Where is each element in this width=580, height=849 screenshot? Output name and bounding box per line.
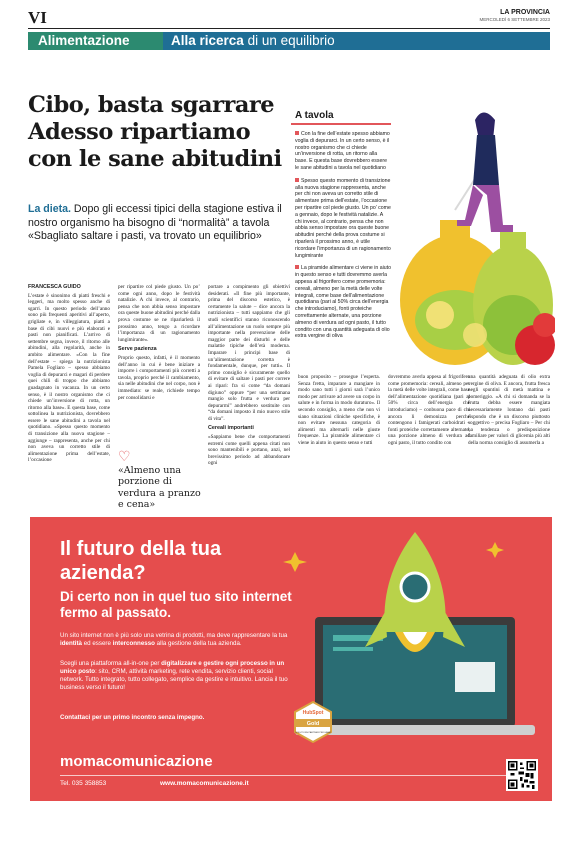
article-subhead	[28, 203, 310, 244]
column-text: L’estate è sinonimo di piatti freschi e leggeri, ma molto spesso anche di sgarri. In questo periodo dell’anno sono più frequenti aperitivi all’aperto, grigliate e, in villeggiatura, piatti a base di cibi nuovi e più elaborati e pasti non pianificati. L’arrivo di settembre segna, invece, il ritorno alle abitudini, alla regolarità, anche in ambito alimentare. «Con la fine dell’estate – spiega la nutrizionista Pamela Fogliaro – spesso abbiamo voglia di depurarci e magari di perdere quei chili di troppo che abbiamo guadagnato in vacanza. In un certo senso, è il nostro organismo che ci chiede un’inversione di rotta, un ritorno alla base». E questa base, come sottolinea la nutrizionista, dovrebbero essere le sane abitudini a tavola nel quotidiano. «Spesso questo momento di transizione alla nuova stagione – aggiunge – rappresenta, anche per chi non aveva un corretto stile di alimentazione prima dell’estate, l’occasione	[28, 292, 110, 464]
header-rule	[28, 28, 550, 29]
square-bullet-icon	[295, 178, 299, 182]
ad-phone[interactable]: Tel. 035 358853	[60, 780, 107, 787]
qr-code-icon[interactable]	[506, 759, 538, 791]
ad-cta: Contattaci per un primo incontro senza impegno.	[60, 714, 205, 721]
ad-logo[interactable]: momacomunicazione	[60, 753, 213, 770]
ad-text: alla gestione della tua azienda.	[154, 640, 242, 647]
headline-line: Cibo, basta sgarrare	[28, 92, 275, 118]
ad-text: ed essere	[82, 640, 113, 647]
section-topic-rest: di un equilibrio	[243, 33, 335, 48]
hubspot-gold-badge-icon	[291, 700, 335, 744]
section-topic-bold: Alla ricerca	[171, 33, 244, 48]
ad-website-link[interactable]: www.momacomunicazione.it	[160, 780, 249, 787]
sidebox-item-text: Con la fine dell’estate spesso abbiamo voglia di depurarci. In un certo senso, è il nostro organismo che ci chiede un’inversione di rotta, un ritorno alla base. E questa base dovrebbero essere le sane abitudini a tavola nel quotidiano	[295, 131, 390, 171]
issue-date: MERCOLEDÌ 6 SETTEMBRE 2023	[479, 17, 550, 22]
headline-line: con le sane abitudini	[28, 146, 282, 172]
ad-text-bold: identità	[60, 640, 83, 647]
column-text: buon proposito – prosegue l’esperta. Senza fretta, imparare a mangiare in modo sano tutti i giorni sarà l’unico modo per arrivare ad avere un corpo in salute e in forma in modo duraturo». Il secondo consiglio, a meno che non vi siano situazioni cliniche specifiche, è non evitare nessuna categoria di alimenti ma alternarli nelle giuste frequenze. La piramide alimentare ci viene in aiuto in questo senso e tutti	[298, 374, 380, 446]
column-text: Proprio questo, infatti, è il momento dell’anno in cui è bene iniziare a imporre i comportamenti più corretti a tavola, proprio perché il cambiamento, sia nelle abitudini che nel corpo, non è immediato: se reale, richiede tempo per consolidarsi e	[118, 354, 200, 401]
section-bar	[28, 32, 550, 50]
badge-brand: HubSpot	[302, 710, 324, 716]
subhead-text: Dopo gli eccessi tipici della stagione estiva il nostro organismo ha bisogno di “normalità” a tavola «Sbagliato saltare i pasti, va trovato un equilibrio»	[28, 203, 282, 242]
section-topic	[163, 32, 550, 50]
article-column	[208, 284, 290, 467]
column-text: per ripartire col piede giusto. Un po’ come ogni anno, dopo le festività natalizie. A chi invece, al contrario, pensa che non abbia senso impostare ora queste buone abitudini perché dalla prova costume se ne ripariarlerà il prossimo anno, tengo a ricordare l’importanza di un ragionamento lungimirante».	[118, 284, 200, 343]
sidebox-item	[291, 178, 391, 260]
ad-text: Scegli una piattaforma all-in-one per	[60, 660, 162, 667]
article-column	[28, 284, 110, 464]
ad-headline: Il futuro della tua azienda?	[60, 538, 222, 584]
sidebox-title: A tavola	[291, 108, 391, 125]
sidebox-item-text: Spesso questo momento di transizione alla nuova stagione rappresenta, anche per chi non aveva un corretto stile di alimentare prima dell’estate, l’occasione per ripartire col piede giusto. Un po’ come a gennaio, dopo le festività natalizie. A chi invece, al contrario, pensa che non abbia senso impostare ora queste buone abitudini perché della prova costume si riparlerà il prossimo anno, è utile ricordare l’importanza di un ragionamento lungimirante	[295, 177, 391, 259]
headline-line: Adesso ripartiamo	[28, 119, 251, 145]
subheading: Cereali importanti	[208, 425, 254, 432]
badge-level: Gold	[306, 721, 320, 727]
sidebox-item	[291, 131, 391, 172]
byline: FRANCESCA GUIDO	[28, 284, 81, 290]
article-column	[468, 374, 550, 447]
ad-text-bold: interconnesso	[112, 640, 155, 647]
article-body	[28, 284, 550, 484]
column-text: «Sappiamo bene che comportamenti estremi come quelli appena citati non sono mantenibili e portano, anzi, nel brevissimo periodo ad abbandonare ogni	[208, 434, 290, 467]
ad-paragraph	[60, 660, 292, 692]
sidebox-item-text: La piramide alimentare ci viene in aiuto in questo senso e tutti dovremmo averla appesa al frigorifero come promemoria: cereali, almeno per la metà delle volte integrali, come base dell’alimentazione quotidiana (pari al 50% circa dell’energia che introduciamo), fonti proteiche correttamente alternate, una porzione almeno di verdura ad ogni pasto, il tutto condito con una quantità adeguata di olio extra vergine di oliva	[295, 265, 391, 340]
pull-quote	[118, 449, 208, 511]
section-label: Alimentazione	[28, 32, 163, 50]
square-bullet-icon	[295, 265, 299, 269]
page-number: VI	[28, 8, 47, 27]
heartbeat-icon: ♡	[118, 449, 131, 465]
advertisement[interactable]	[30, 517, 552, 801]
article-column	[388, 374, 470, 447]
badge-sub: SOLUTIONS PARTNER PROGRAM	[295, 732, 331, 734]
ad-paragraph	[60, 632, 292, 648]
ad-footer-rule	[60, 775, 522, 776]
kicker: La dieta.	[28, 203, 71, 215]
column-text: portare a compimento gli obiettivi desiderati. «Il fine più importante, prima del discorso estetico, è certamente la salute – dice ancora la nutrizionista – tutti sappiamo che gli studi scientifici stanno riconoscendo all’alimentazione un ruolo sempre più importante nella prevenzione delle maggior parte dei disturbi e delle malattie tipiche dell’età moderna. Imparare i principi base di un’alimentazione corretta è fondamentale, dunque, per tutti». Il primo consiglio è sicuramente quello di evitare di saltare i pasti per correre ai ripari: fra si come “da domani digiuno” oppure “per una settimana mangio solo frutta e verdura per depurarmi” andrebbero sostituite con “da domani imposto il mio nuovo stile di vita”.	[208, 284, 290, 422]
pull-quote-text: «Almeno una porzione di verdura a pranzo e cena»	[118, 464, 201, 510]
article-headline	[28, 92, 290, 173]
article-column	[118, 284, 200, 401]
ad-text: : sito, CRM, attività marketing, rete vendita, servizio clienti, social network. Tutto integrato, tutto collegato, semplice da gestire e intuitivo. Lancia il tuo business verso il futuro!	[60, 668, 288, 691]
ad-text: Un sito internet non è più solo una vetrina di prodotti, ma deve rappresentare la tua	[60, 632, 288, 639]
square-bullet-icon	[295, 131, 299, 135]
ad-text-bold: digitalizzare e gestire ogni processo in un unico posto	[60, 660, 285, 675]
subheading: Serve pazienza	[118, 346, 157, 353]
article-column	[298, 374, 380, 447]
column-text: una quantità adeguata di olio extra vergine di oliva. E ancora, frutta fresca negli spuntini di metà mattina e pomeriggio. «A chi si domanda se la frutta debba essere mangiata necessariamente lontano dai pasti rispondo che è un discorso piuttosto soggettivo – precisa Fogliaro – Per chi ha tendenza o predisposizione familiare per valori di glicemia più alti della norma consiglio di assumerla a	[468, 374, 550, 446]
newspaper-brand: LA PROVINCIA	[500, 9, 550, 16]
column-text: dovremmo averla appesa al frigorifero come promemoria: cereali, almeno per la metà delle volte integrali, come base dell’alimentazione quotidiana (pari al 50% circa dell’energia che introduciamo) – conbuona pace di chi ancora li demonizza perché contengono i famigerati carboidrati – fonti proteiche correttamente alternate, una porzione almeno di verdura ad ogni pasto, il tutto condito con	[388, 374, 470, 446]
ad-subline: Di certo non in quel tuo sito internet fermo al passato.	[60, 589, 292, 620]
